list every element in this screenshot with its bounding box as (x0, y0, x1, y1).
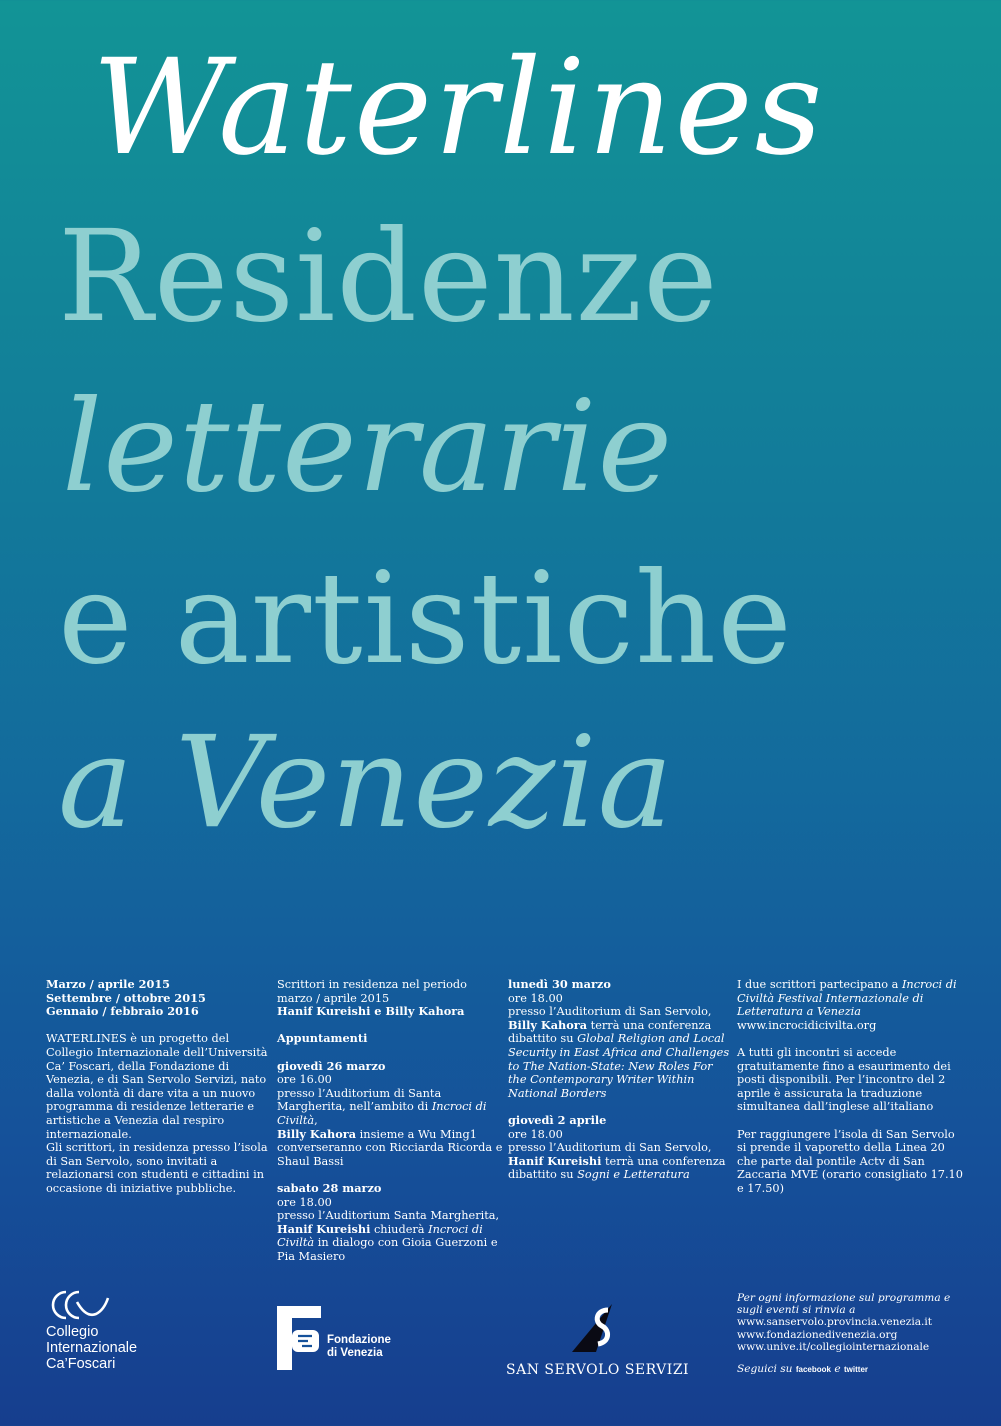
fondazione-logo (277, 1306, 417, 1370)
column-schedule-2 (508, 978, 734, 1182)
event-2-time: ore 18.00 (277, 1195, 332, 1209)
event-4-description: presso l’Auditorium di San Servolo, Hanif Kureishi terrà una conferenza dibattito su Sogni e Letteratura (508, 1141, 726, 1182)
event-3-time: ore 18.00 (508, 991, 563, 1005)
date-range-2: Settembre / ottobre 2015 (46, 990, 206, 1005)
event-3-date: lunedì 30 marzo (508, 977, 611, 991)
collegio-line-3: Ca’Foscari (46, 1356, 116, 1372)
column-schedule-1 (277, 978, 503, 1263)
event-2-date: sabato 28 marzo (277, 1180, 382, 1195)
date-range-3: Gennaio / febbraio 2016 (46, 1004, 199, 1019)
info-url-1[interactable]: www.sanservolo.provincia.venezia.it (737, 1316, 933, 1329)
subtitle-line-2: letterarie (62, 373, 674, 520)
event-1-description: presso l’Auditorium di Santa Margherita, nell’ambito di Incroci di Civiltà, Billy Kahora insieme a Wu Ming1 converseranno con Ricciarda Ricorda e Shaul Bassi (277, 1086, 503, 1168)
follow-label: Seguici su (737, 1363, 793, 1376)
writers-paragraph: Gli scrittori, in residenza presso l’isola di San Servolo, sono invitati a relazionarsi con studenti e cittadini in occasione di iniziative pubbliche. (46, 1141, 268, 1195)
info-url-3[interactable]: www.unive.it/collegiointernazionale (737, 1340, 930, 1353)
directions-paragraph: Per raggiungere l’isola di San Servolo si prende il vaporetto della Linea 20 che parte dal pontile Actv di San Zaccaria MVE (orario consigliato 17.10 e 17.50) (737, 1127, 963, 1195)
festival-url[interactable]: www.incrocidicivilta.org (737, 1018, 877, 1032)
residence-period: Scrittori in residenza nel periodo marzo / aprile 2015 (277, 978, 467, 1005)
residents-names: Hanif Kureishi e Billy Kahora (277, 1004, 465, 1019)
festival-paragraph: I due scrittori partecipano a Incroci di Civiltà Festival Internazionale di Letteratura a Venezia www.incrocidicivilta.org (737, 978, 957, 1032)
collegio-logo (46, 1288, 206, 1372)
sanservolo-mark-icon (568, 1300, 624, 1356)
event-3-description: presso l’Auditorium di San Servolo, Billy Kahora terrà una conferenza dibattito su Global Religion and Local Security in East Africa and Challenges to The Nation-State: New Roles For the Contemporary Writer Within National Borders (508, 1005, 730, 1100)
info-block (737, 1292, 967, 1376)
event-1-time: ore 16.00 (277, 1073, 332, 1087)
and-label: e (834, 1363, 841, 1376)
event-4-time: ore 18.00 (508, 1127, 563, 1141)
sanservolo-logo (506, 1300, 690, 1378)
collegio-line-1: Collegio (46, 1324, 99, 1340)
access-paragraph: A tutti gli incontri si accede gratuitamente fino a esaurimento dei posti disponibili. Per l’incontro del 2 aprile è assicurata la traduzione simultanea dall’inglese all’italiano (737, 1045, 951, 1114)
date-range-1: Marzo / aprile 2015 (46, 977, 171, 991)
social-follow (737, 1363, 967, 1376)
column-practical-info (737, 978, 963, 1196)
collegio-line-2: Internazionale (46, 1340, 138, 1356)
title-waterlines: Waterlines (92, 31, 825, 185)
subtitle-line-3: e artistiche (58, 545, 793, 692)
event-2-description: presso l’Auditorium Santa Margherita, Hanif Kureishi chiuderà Incroci di Civiltà in dialogo con Gioia Guerzoni e Pia Masiero (277, 1209, 500, 1263)
fondazione-line-1: Fondazione (327, 1334, 391, 1346)
column-intro (46, 978, 272, 1196)
info-lead: Per ogni informazione sul programma e sugli eventi si rinvia a (737, 1292, 951, 1317)
subtitle-line-4: a Venezia (58, 709, 674, 856)
twitter-link[interactable]: twitter (844, 1365, 868, 1375)
fondazione-line-2: di Venezia (327, 1347, 383, 1359)
sanservolo-name: SAN SERVOLO SERVIZI (506, 1362, 690, 1378)
event-4-date: giovedì 2 aprile (508, 1112, 607, 1127)
subtitle-line-1: Residenze (58, 203, 719, 350)
collegio-mark-icon (46, 1288, 112, 1322)
event-1-date: giovedì 26 marzo (277, 1058, 386, 1073)
facebook-link[interactable]: facebook (795, 1365, 831, 1375)
info-url-2[interactable]: www.fondazionedivenezia.org (737, 1328, 898, 1341)
appointments-heading: Appuntamenti (277, 1031, 368, 1046)
intro-paragraph: WATERLINES è un progetto del Collegio Internazionale dell’Università Ca’ Foscari, della Fondazione di Venezia, e di San Servolo Servizi, nato dalla volontà di dare vita a un nuovo programma di residenze letterarie e artistiche a Venezia dal respiro internazionale. (46, 1032, 268, 1141)
fondazione-mark-icon (277, 1306, 325, 1370)
